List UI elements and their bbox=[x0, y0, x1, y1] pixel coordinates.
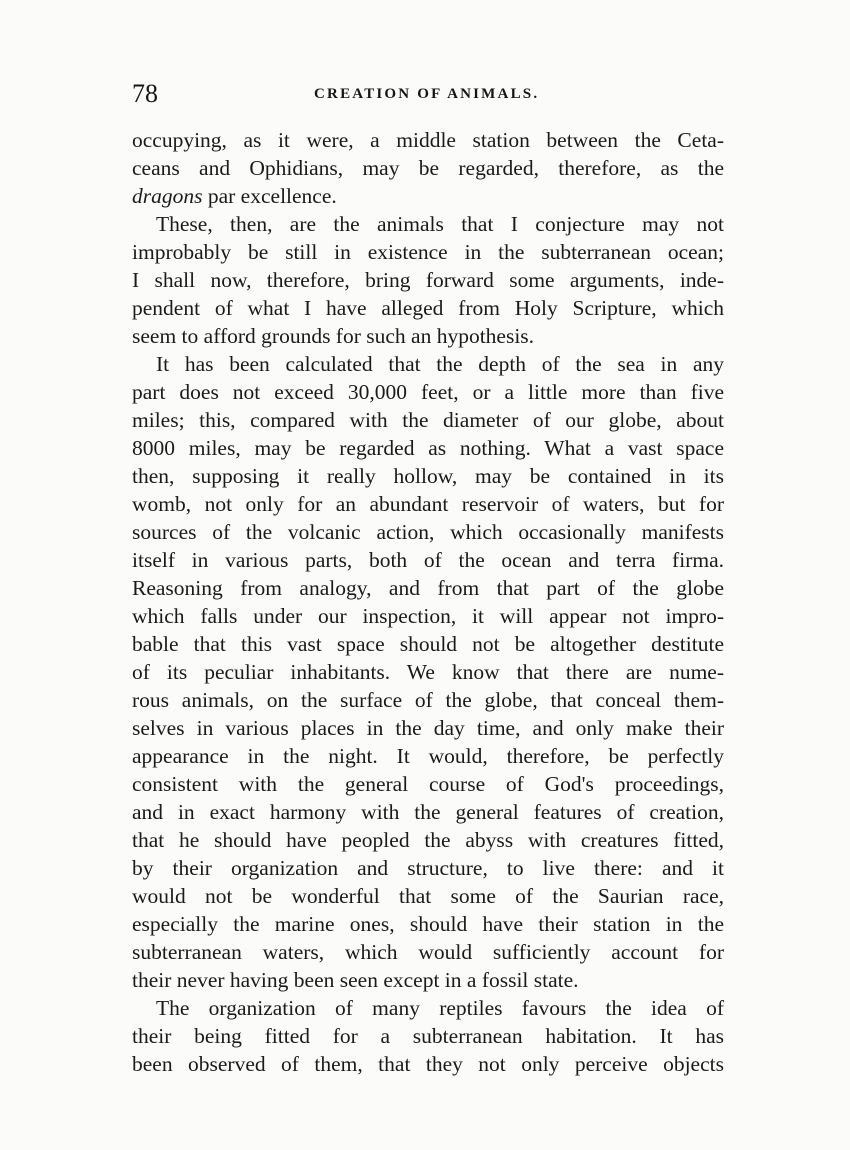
text-line bbox=[132, 350, 724, 378]
line-text: their being fitted for a subterranean habitation. It has bbox=[132, 1024, 724, 1048]
line-text: occupying, as it were, a middle station between the Ceta- bbox=[132, 128, 724, 152]
line-text: par excellence. bbox=[202, 184, 337, 208]
text-line bbox=[132, 994, 724, 1022]
text-line bbox=[132, 210, 724, 238]
text-line bbox=[132, 966, 724, 994]
line-text: It has been calculated that the depth of the sea in any bbox=[156, 352, 724, 376]
line-text: and in exact harmony with the general features of creation, bbox=[132, 800, 724, 824]
line-text: would not be wonderful that some of the Saurian race, bbox=[132, 884, 724, 908]
text-line bbox=[132, 770, 724, 798]
italic-text: dragons bbox=[132, 184, 203, 208]
line-text: I shall now, therefore, bring forward some arguments, inde- bbox=[132, 268, 724, 292]
line-text: The organization of many reptiles favours the idea of bbox=[156, 996, 724, 1020]
text-line bbox=[132, 882, 724, 910]
text-line bbox=[132, 462, 724, 490]
line-text: consistent with the general course of God's proceedings, bbox=[132, 772, 724, 796]
line-text: part does not exceed 30,000 feet, or a little more than five bbox=[132, 380, 724, 404]
line-text: of its peculiar inhabitants. We know that there are nume- bbox=[132, 660, 724, 684]
text-line bbox=[132, 658, 724, 686]
line-text: appearance in the night. It would, therefore, be perfectly bbox=[132, 744, 724, 768]
line-text: miles; this, compared with the diameter of our globe, about bbox=[132, 408, 724, 432]
text-line bbox=[132, 126, 724, 154]
line-text: itself in various parts, both of the ocean and terra firma. bbox=[132, 548, 724, 572]
text-line bbox=[132, 910, 724, 938]
text-line bbox=[132, 294, 724, 322]
text-line bbox=[132, 602, 724, 630]
text-line bbox=[132, 182, 724, 210]
line-text: then, supposing it really hollow, may be contained in its bbox=[132, 464, 724, 488]
page-number: 78 bbox=[132, 79, 158, 108]
running-head: CREATION OF ANIMALS. bbox=[314, 86, 540, 102]
text-line bbox=[132, 322, 724, 350]
line-text: bable that this vast space should not be altogether destitute bbox=[132, 632, 724, 656]
line-text: especially the marine ones, should have their station in the bbox=[132, 912, 724, 936]
text-line bbox=[132, 238, 724, 266]
text-line bbox=[132, 686, 724, 714]
text-line bbox=[132, 714, 724, 742]
line-text: 8000 miles, may be regarded as nothing. What a vast space bbox=[132, 436, 724, 460]
line-text: which falls under our inspection, it will appear not impro- bbox=[132, 604, 724, 628]
line-text: been observed of them, that they not only perceive objects bbox=[132, 1052, 724, 1076]
line-text: pendent of what I have alleged from Holy Scripture, which bbox=[132, 296, 724, 320]
line-text: womb, not only for an abundant reservoir of waters, but for bbox=[132, 492, 724, 516]
line-text: These, then, are the animals that I conjecture may not bbox=[156, 212, 724, 236]
text-line bbox=[132, 378, 724, 406]
line-text: ceans and Ophidians, may be regarded, therefore, as the bbox=[132, 156, 724, 180]
line-text: improbably be still in existence in the subterranean ocean; bbox=[132, 240, 724, 264]
line-text: selves in various places in the day time, and only make their bbox=[132, 716, 724, 740]
line-text: sources of the volcanic action, which occasionally manifests bbox=[132, 520, 724, 544]
text-line bbox=[132, 490, 724, 518]
text-line bbox=[132, 1050, 724, 1078]
line-text: by their organization and structure, to live there: and it bbox=[132, 856, 724, 880]
text-line bbox=[132, 266, 724, 294]
line-text: subterranean waters, which would sufficiently account for bbox=[132, 940, 724, 964]
text-line bbox=[132, 938, 724, 966]
text-line bbox=[132, 798, 724, 826]
line-text: seem to afford grounds for such an hypothesis. bbox=[132, 324, 535, 348]
text-line bbox=[132, 546, 724, 574]
text-line bbox=[132, 854, 724, 882]
page-header bbox=[132, 80, 724, 114]
text-line bbox=[132, 630, 724, 658]
body-text bbox=[132, 126, 724, 1078]
text-line bbox=[132, 434, 724, 462]
text-line bbox=[132, 518, 724, 546]
text-line bbox=[132, 826, 724, 854]
line-text: Reasoning from analogy, and from that part of the globe bbox=[132, 576, 724, 600]
text-line bbox=[132, 574, 724, 602]
text-line bbox=[132, 742, 724, 770]
text-line bbox=[132, 1022, 724, 1050]
line-text: rous animals, on the surface of the globe, that conceal them- bbox=[132, 688, 724, 712]
text-line bbox=[132, 154, 724, 182]
text-line bbox=[132, 406, 724, 434]
line-text: their never having been seen except in a fossil state. bbox=[132, 968, 579, 992]
line-text: that he should have peopled the abyss with creatures fitted, bbox=[132, 828, 724, 852]
